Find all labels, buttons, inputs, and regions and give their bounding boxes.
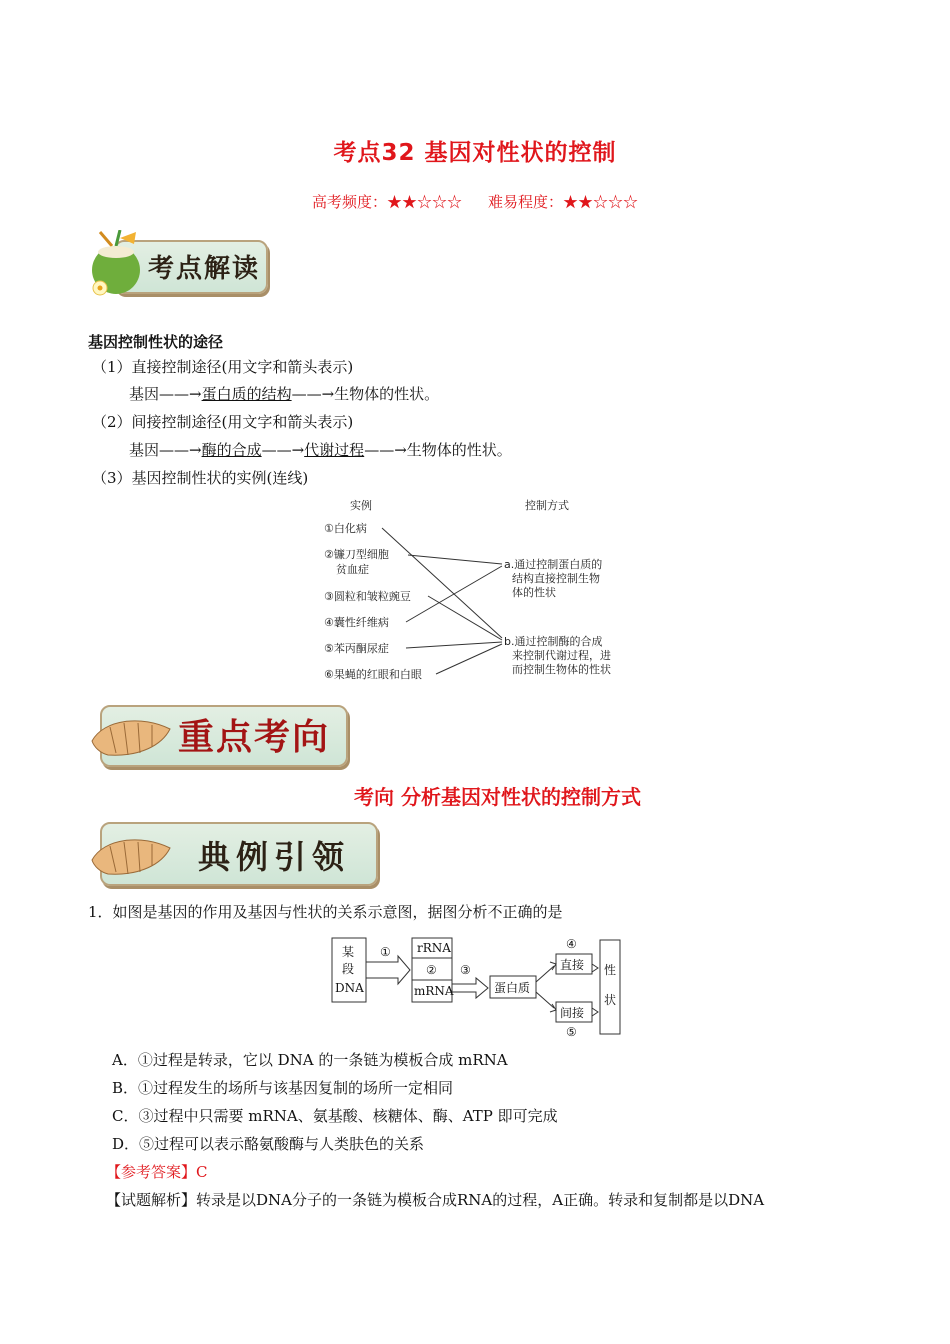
flow-rrna: rRNA [417, 941, 451, 955]
match-left-5: ⑤苯丙酮尿症 [324, 642, 389, 655]
item1-label: （1）直接控制途径(用文字和箭头表示) [92, 358, 354, 376]
answer-value: C [196, 1163, 208, 1181]
option-b: B．①过程发生的场所与该基因复制的场所一定相同 [112, 1079, 454, 1097]
match-left-2: ②镰刀型细胞 [324, 548, 389, 561]
answer-label: 【参考答案】 [106, 1163, 197, 1181]
flow-dna-2: 段 [342, 962, 355, 976]
match-left-3: ③圆粒和皱粒豌豆 [324, 590, 411, 603]
answer-protein-structure: 蛋白质的结构 [201, 385, 292, 403]
frequency-difficulty-line [0, 191, 950, 212]
item2-pathway: 基因——→酶的合成——→代谢过程——→生物体的性状。 [129, 441, 512, 459]
zhongdian-banner-text: 重点考向 [178, 716, 331, 758]
match-left-header: 实例 [350, 499, 372, 512]
item1-pathway: 基因——→蛋白质的结构——→生物体的性状。 [129, 385, 440, 403]
flow-trait-2: 状 [604, 993, 617, 1007]
analysis-label: 【试题解析】 [106, 1191, 197, 1209]
kaodian-banner [86, 230, 276, 300]
answer-enzyme-synthesis: 酶的合成 [201, 441, 262, 459]
frequency-label: 高考频度： [311, 193, 387, 211]
flow-trait-1: 性 [604, 963, 617, 977]
match-left-1: ①白化病 [324, 522, 367, 535]
matching-diagram [310, 492, 650, 692]
coconut-drink-icon [86, 230, 156, 300]
frequency-stars: ★★☆☆☆ [386, 193, 462, 211]
question-stem: 1．如图是基因的作用及基因与性状的关系示意图，据图分析不正确的是 [88, 903, 563, 921]
flow-n3: ③ [460, 963, 471, 977]
item3-label: （3）基因控制性状的实例(连线) [92, 469, 309, 487]
answer-line [106, 1162, 208, 1182]
match-left-2b: 贫血症 [336, 563, 369, 576]
analysis-line [106, 1190, 764, 1210]
flow-direct: 直接 [560, 958, 585, 972]
match-b-3: 而控制生物体的性状 [512, 663, 611, 676]
match-right-header: 控制方式 [525, 499, 569, 512]
difficulty-label: 难易程度： [488, 193, 564, 211]
option-d: D．⑤过程可以表示酪氨酸酶与人类肤色的关系 [112, 1135, 425, 1153]
item2-label: （2）间接控制途径(用文字和箭头表示) [92, 413, 354, 431]
flow-mrna: mRNA [414, 984, 454, 998]
seashell-icon [90, 834, 172, 878]
flow-n4: ④ [566, 937, 577, 951]
difficulty-stars: ★★☆☆☆ [563, 193, 639, 211]
dianli-banner [86, 818, 378, 890]
page-title: 考点32 基因对性状的控制 [333, 140, 617, 166]
flow-indirect: 间接 [560, 1006, 585, 1020]
option-a: A．①过程是转录，它以 DNA 的一条链为模板合成 mRNA [112, 1051, 508, 1069]
zhongdian-banner [86, 699, 348, 771]
dianli-banner-text: 典例引领 [198, 838, 351, 876]
option-c: C．③过程中只需要 mRNA、氨基酸、核糖体、酶、ATP 即可完成 [112, 1107, 558, 1125]
match-a-1: a.通过控制蛋白质的 [504, 558, 603, 571]
match-a-3: 体的性状 [512, 586, 556, 599]
flow-protein: 蛋白质 [494, 981, 531, 995]
match-left-6: ⑥果蝇的红眼和白眼 [324, 668, 422, 681]
answer-metabolism: 代谢过程 [304, 441, 365, 459]
flow-dna-3: DNA [335, 981, 364, 995]
flow-n1: ① [380, 945, 391, 959]
analysis-text: 转录是以DNA分子的一条链为模板合成RNA的过程，A正确。转录和复制都是以DNA [196, 1191, 765, 1209]
match-b-2: 来控制代谢过程，进 [512, 649, 611, 662]
match-left-4: ④囊性纤维病 [324, 616, 389, 629]
seashell-icon [90, 715, 172, 759]
match-b-1: b.通过控制酶的合成 [504, 635, 603, 648]
section-heading: 基因控制性状的途径 [88, 333, 224, 351]
kaoxiang-heading: 考向 分析基因对性状的控制方式 [354, 785, 641, 809]
gene-flow-diagram [328, 932, 624, 1038]
kaodian-banner-text: 考点解读 [148, 254, 261, 284]
match-a-2: 结构直接控制生物 [512, 572, 600, 585]
flow-n2: ② [426, 963, 437, 977]
flow-n5: ⑤ [566, 1025, 577, 1038]
flow-dna-1: 某 [342, 945, 355, 959]
